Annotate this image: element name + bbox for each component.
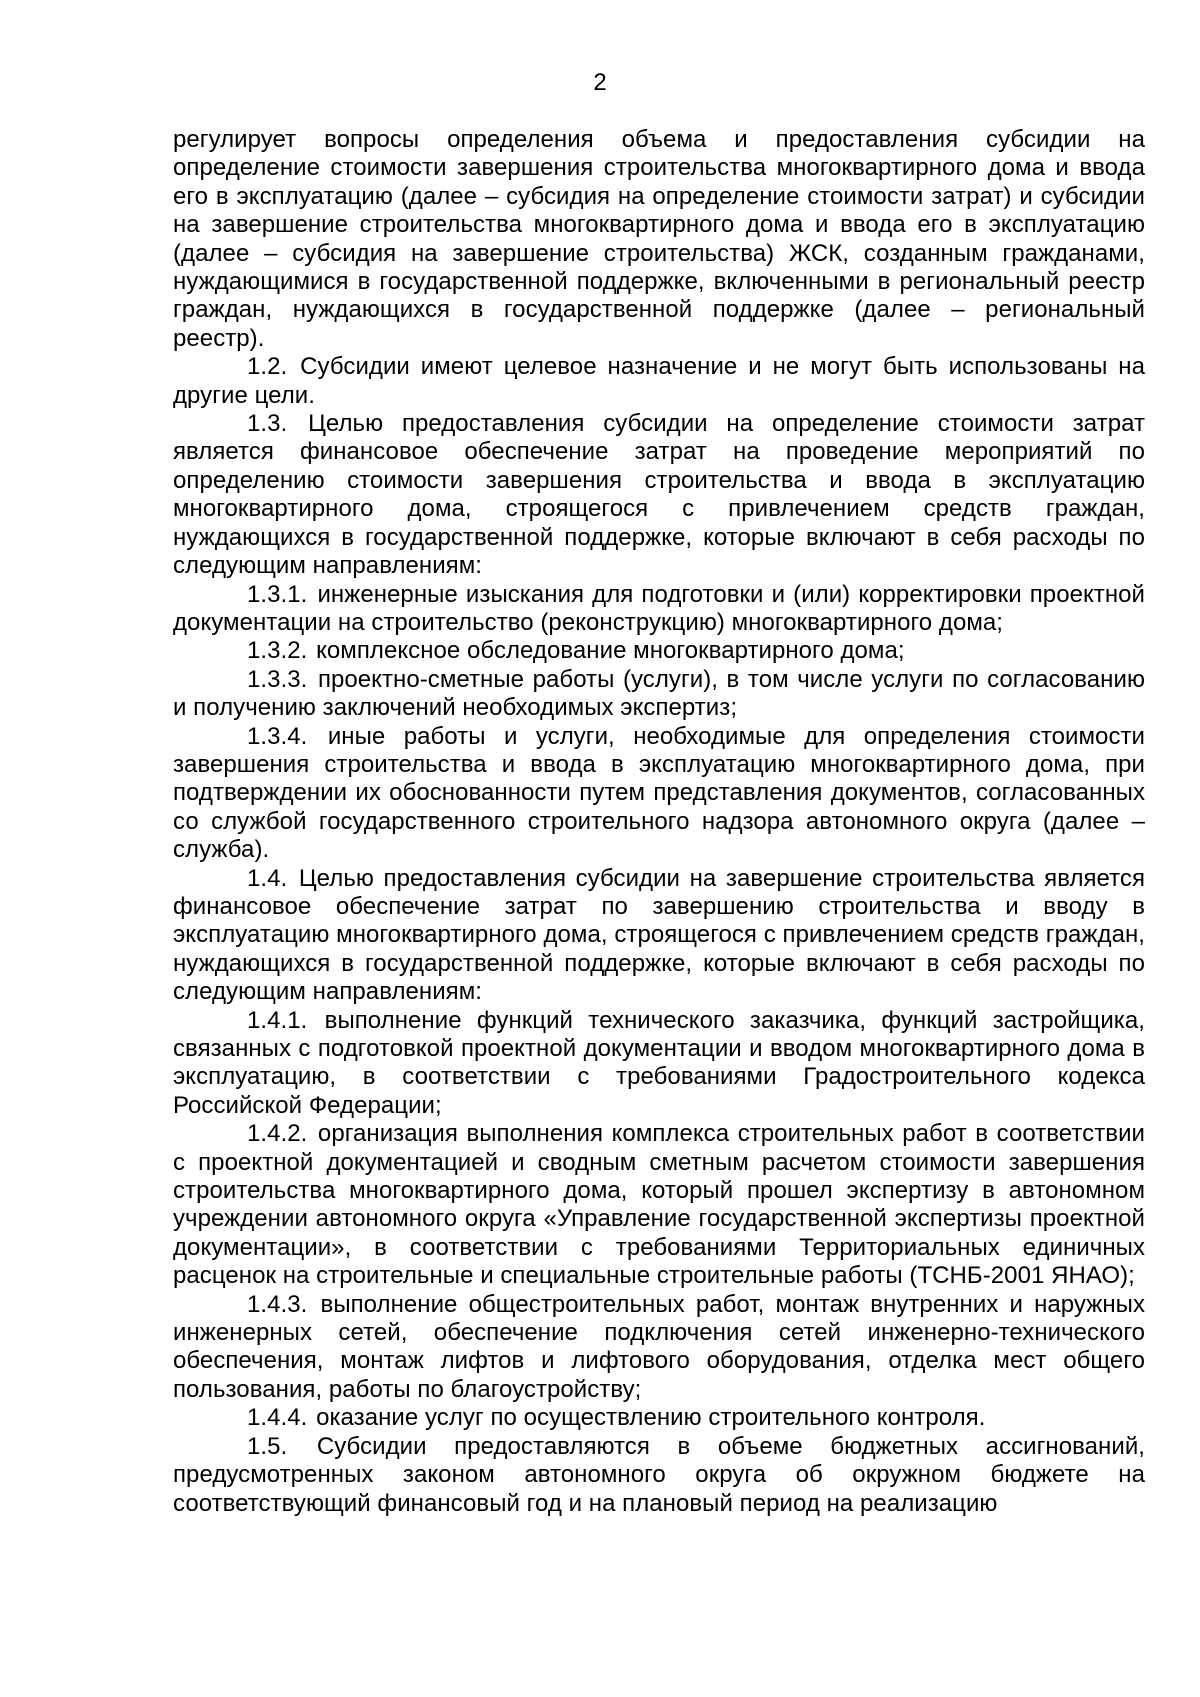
paragraph-1-4: [173, 865, 1145, 1007]
paragraph-text: проектно-сметные работы (услуги), в том числе услуги по согласованию и получению заключений необходимых экспертиз;: [173, 665, 1145, 722]
paragraph-number: 1.3.1.: [247, 580, 308, 608]
document-body: [173, 126, 1145, 1518]
paragraph-text: выполнение функций технического заказчика, функций застройщика, связанных с подготовкой проектной документации и вводом многоквартирного дома в эксплуатацию, в соответствии с требованиями Градостроительного кодекса Российской Федерации;: [173, 1006, 1145, 1119]
paragraph-number: 1.3.: [247, 410, 288, 438]
paragraph-1-4-4: [173, 1404, 1145, 1432]
paragraph-text: оказание услуг по осуществлению строительного контроля.: [316, 1404, 986, 1432]
paragraph-number: 1.4.: [247, 864, 288, 892]
paragraph-number: 1.5.: [247, 1432, 288, 1460]
paragraph-1-3-4: [173, 723, 1145, 865]
paragraph-1-3: [173, 410, 1145, 580]
paragraph-number: 1.3.3.: [247, 665, 308, 693]
paragraph-text: инженерные изыскания для подготовки и (или) корректировки проектной документации на строительство (реконструкцию) многоквартирного дома;: [173, 580, 1146, 636]
paragraph-number: 1.4.1.: [247, 1006, 308, 1034]
paragraph-number: 1.2.: [247, 353, 288, 381]
paragraph-number: 1.4.3.: [247, 1290, 308, 1318]
paragraph-continuation: [173, 126, 1145, 353]
paragraph-1-2: [173, 353, 1145, 410]
paragraph-number: 1.4.2.: [247, 1120, 308, 1148]
paragraph-text: организация выполнения комплекса строительных работ в соответствии с проектной документацией и сводным сметным расчетом стоимости завершения строительства многоквартирного дома, который прошел экспертизу в автономном учреждении автономного округа «Управление государственной экспертизы проектной документации», в соответствии с требованиями Территориальных единичных расценок на строительные и специальные строительные работы (ТСНБ-2001 ЯНАО);: [173, 1120, 1145, 1290]
paragraph-text: Целью предоставления субсидии на определение стоимости затрат является финансовое обеспечение затрат на проведение мероприятий по определению стоимости завершения строительства и ввода в эксплуатацию многоквартирного дома, строящегося с привлечением средств граждан, нуждающихся в государственной поддержке, которые включают в себя расходы по следующим направлениям:: [173, 410, 1146, 580]
paragraph-1-4-2: [173, 1120, 1145, 1290]
paragraph-text: регулирует вопросы определения объема и предоставления субсидии на определение стоимости завершения строительства многоквартирного дома и ввода его в эксплуатацию (далее – субсидия на определение стоимости затрат) и субсидии на завершение строительства многоквартирного дома и ввода его в эксплуатацию (далее – субсидия на завершение строительства) ЖСК, созданным гражданами, нуждающимися в государственной поддержке, включенными в региональный реестр граждан, нуждающихся в государственной поддержке (далее – региональный реестр).: [173, 126, 1145, 352]
paragraph-text: комплексное обследование многоквартирного дома;: [316, 637, 905, 665]
paragraph-number: 1.3.2.: [247, 637, 308, 665]
paragraph-text: выполнение общестроительных работ, монтаж внутренних и наружных инженерных сетей, обеспечение подключения сетей инженерно-технического обеспечения, монтаж лифтов и лифтового оборудования, отделка мест общего пользования, работы по благоустройству;: [173, 1290, 1145, 1403]
paragraph-number: 1.4.4.: [247, 1404, 308, 1432]
paragraph-1-3-1: [173, 581, 1145, 638]
paragraph-1-4-1: [173, 1007, 1145, 1121]
paragraph-1-3-2: [173, 637, 1145, 665]
paragraph-text: иные работы и услуги, необходимые для определения стоимости завершения строительства и ввода в эксплуатацию многоквартирного дома, при подтверждении их обоснованности путем представления документов, согласованных со службой государственного строительного надзора автономного округа (далее – служба).: [173, 722, 1145, 864]
paragraph-1-3-3: [173, 666, 1145, 723]
paragraph-text: Субсидии имеют целевое назначение и не могут быть использованы на другие цели.: [173, 353, 1146, 409]
paragraph-1-5: [173, 1433, 1145, 1518]
page-number: 2: [593, 69, 607, 96]
paragraph-1-4-3: [173, 1291, 1145, 1405]
paragraph-number: 1.3.4.: [247, 722, 308, 750]
paragraph-text: Субсидии предоставляются в объеме бюджетных ассигнований, предусмотренных законом автономного округа об окружном бюджете на соответствующий финансовый год и на плановый период на реализацию: [173, 1432, 1145, 1517]
paragraph-text: Целью предоставления субсидии на завершение строительства является финансовое обеспечение затрат по завершению строительства и вводу в эксплуатацию многоквартирного дома, строящегося с привлечением средств граждан, нуждающихся в государственной поддержке, которые включают в себя расходы по следующим направлениям:: [173, 864, 1146, 1006]
